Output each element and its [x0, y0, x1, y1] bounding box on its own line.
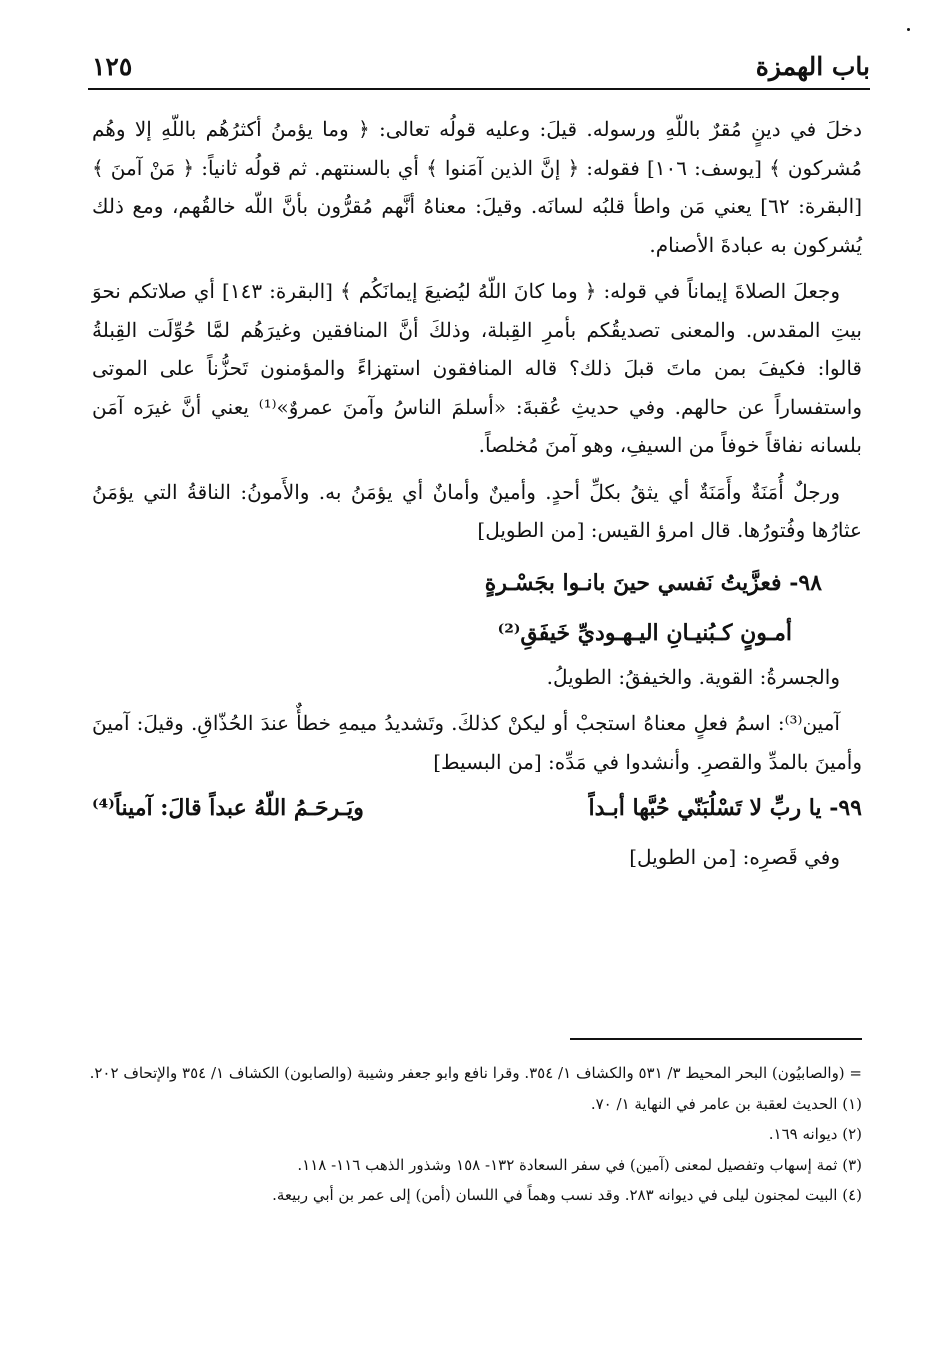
paragraph-4: والجسرةُ: القوية. والخيفقُ: الطويلُ. — [546, 664, 840, 689]
paragraph-3: ورجلٌ أُمَنَةٌ وأَمَنَةٌ أي يثقُ بكلِّ أحدٍ. وأمينٌ وأمانٌ أي يؤمَنُ به. والأَمونُ: الناقةُ التي يؤمَنُ عثارُها وفُتورُها. قال امرؤ القيس: [من الطويل] — [92, 479, 862, 542]
verse-99-second-hemistich: ويَـرحَـمُ اللّهُ عبداً قالَ: آميناً⁽⁴⁾ — [92, 795, 364, 821]
page-number: ١٢٥ — [92, 52, 133, 81]
footnote-3: (٣) ثمة إسهاب وتفصيل لمعنى (آمين) في سفر السعادة ١٣٢- ١٥٨ وشذور الذهب ١١٦- ١١٨. — [297, 1155, 862, 1174]
paragraph-2: وجعلَ الصلاةَ إيماناً في قوله: ﴿ وما كانَ اللّهُ ليُضيعَ إيمانَكُم ﴾ [البقرة: ١٤٣] أي صلاتكم نحوَ بيتِ المقدس. والمعنى تصديقُكم بأمرِ القِبلة، وذلكَ أنَّ المنافقين وغيرَهُم لمَّا حُوِّلَت القِبلةُ قالوا: فكيفَ بمن ماتَ قبلَ ذلك؟ قاله المنافقون استهزاءً والمؤمنون تَحزُّناً على الموتى واستفساراً عن حالهم. وفي حديثِ عُقبةَ: «أسلمَ الناسُ وآمنَ عمروٌ»⁽¹⁾ يعني أنَّ غيرَه آمَن بلسانه نفاقاً خوفاً من السيفِ، وهو آمنَ مُخلصاً. — [92, 279, 862, 457]
footnote-1: (١) الحديث لعقبة بن عامر في النهاية ١/ ٧٠. — [590, 1094, 862, 1113]
scan-speck — [907, 28, 910, 31]
paragraph-1: دخلَ في دينٍ مُقرٌ باللّهِ ورسوله. قيلَ: وعليه قولُه تعالى: ﴿ وما يؤمنُ أكثرُهُم باللّهِ إلا وهُم مُشركون ﴾ [يوسف: ١٠٦] فقوله: ﴿ إنَّ الذين آمَنوا ﴾ أي بالسنتهم. ثم قولُه ثانياً: ﴿ مَنْ آمنَ ﴾ [البقرة: ٦٢] يعني مَن واطأ قلبُه لسانَه. وقيلَ: معناهُ أنَّهم مُقرُّون بأنَّ اللّه خالقُهم، ومع ذلك يُشركون به عبادةَ الأصنام. — [92, 117, 863, 257]
main-text — [92, 110, 862, 884]
footnote-4: (٤) البيت لمجنون ليلى في ديوانه ٢٨٣. وقد نسب وهماً في اللسان (أمن) إلى عمر بن أبي ربيعة. — [272, 1186, 862, 1204]
paragraph-6: وفي قَصرِه: [من الطويل] — [629, 844, 840, 869]
footnote-separator — [570, 1038, 862, 1040]
verse-99-first-hemistich: ٩٩- يا ربِّ لا تَسْلُبَنّي حُبَّها أبـداً — [588, 795, 862, 821]
paragraph-5: آمين⁽³⁾: اسمُ فعلٍ معناهُ استجبْ أو ليكنْ كذلكَ. وتَشديدُ ميمهِ خطأٌ عندَ الحُذّاقِ. وقيلَ: آمينَ وأمينَ بالمدِّ والقصرِ. وأنشدوا في مَدِّه: [من البسيط] — [92, 711, 862, 774]
verse-98-line-2: أمـونٍ كـبُنيـانِ اليـهـوديِّ خَيفَقِ⁽²⁾ — [497, 619, 792, 646]
footnote-2: (٢) ديوانه ١٦٩. — [768, 1125, 862, 1143]
verse-98-line-1: ٩٨- فعزَّيتُ نَفسي حينَ بانـوا بجَسْـرةٍ — [484, 569, 822, 596]
verse-99 — [92, 789, 862, 828]
footnotes — [70, 1058, 862, 1211]
footnote-continuation: = (والصابيُون) البحر المحيط ٣/ ٥٣١ والكشاف ١/ ٣٥٤. وقرا نافع وابو جعفر وشيبة (والصابون) الكشاف ١/ ٣٥٤ والإتحاف ٢٠٢. — [89, 1064, 862, 1082]
chapter-title: باب الهمزة — [755, 52, 870, 81]
page-header — [88, 42, 870, 90]
